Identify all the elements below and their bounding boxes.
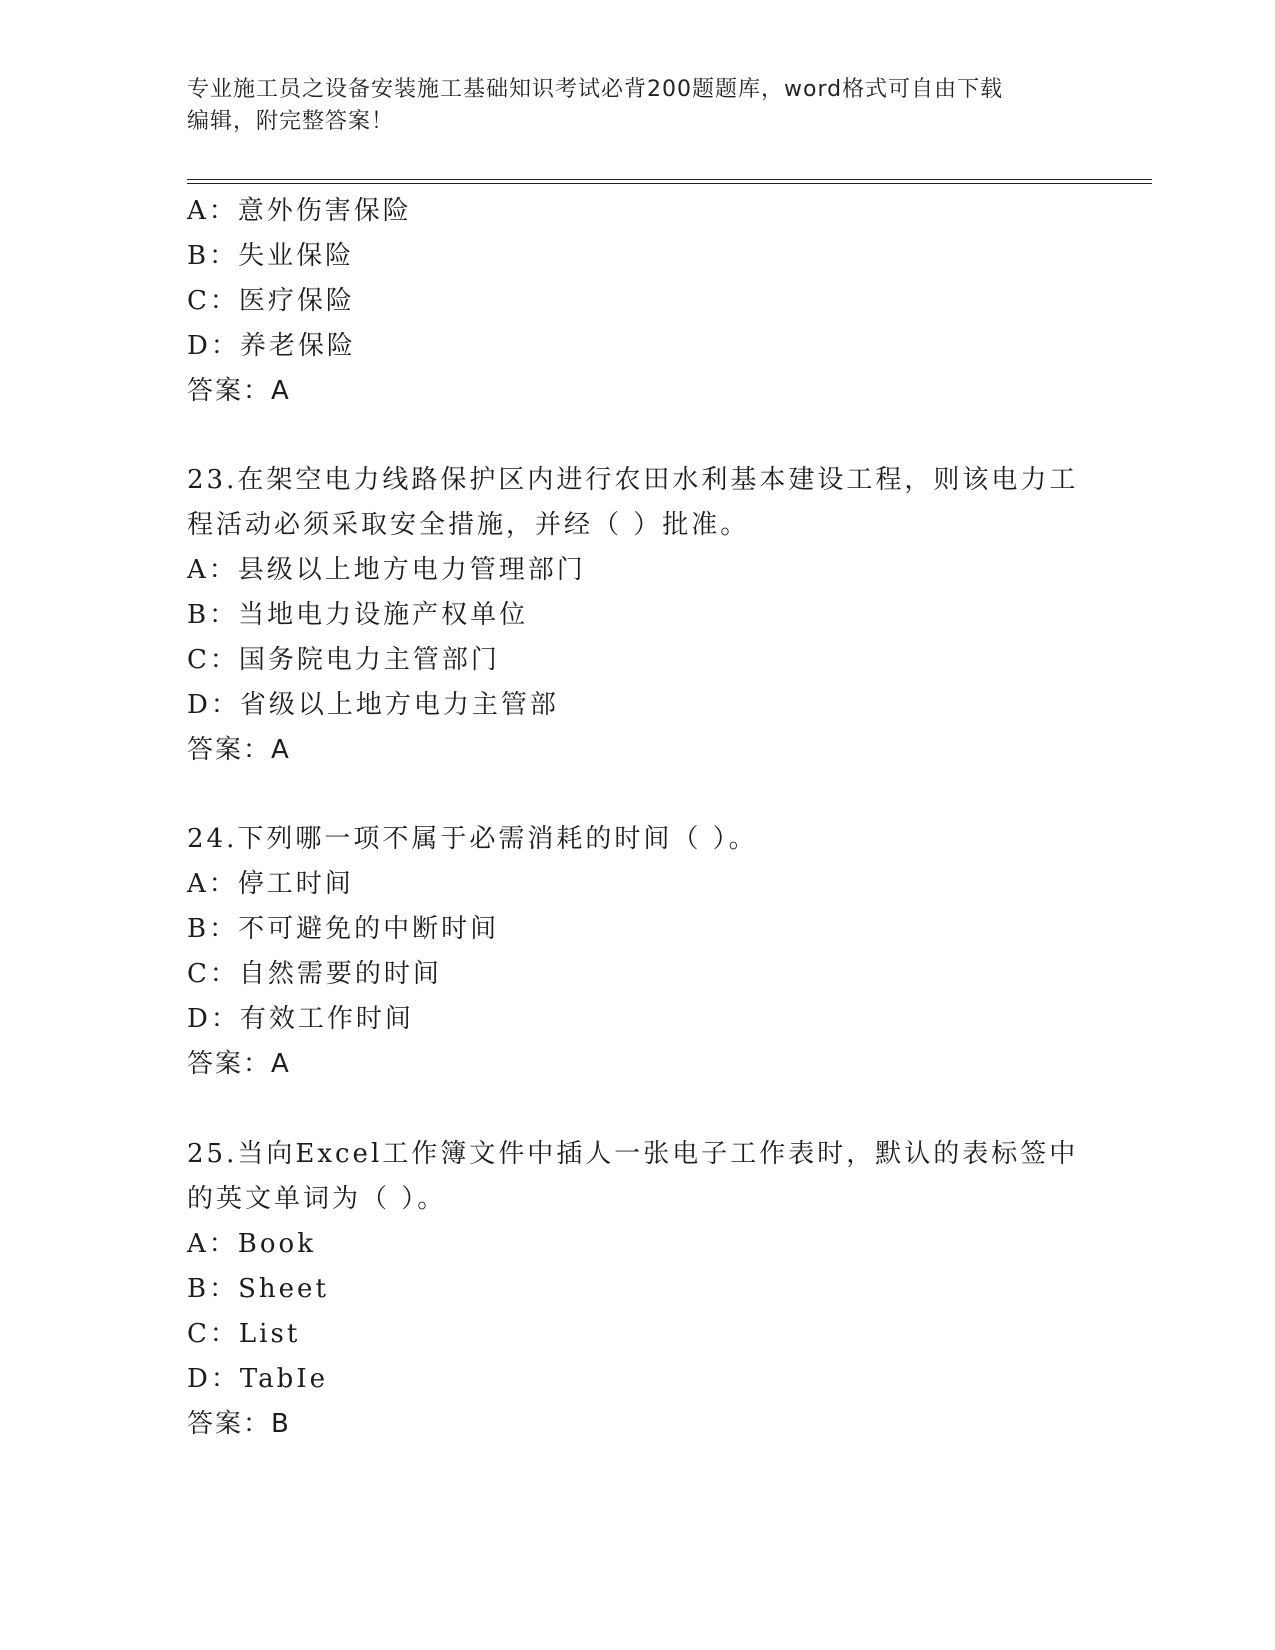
q24-stem-line-1: 24.下列哪一项不属于必需消耗的时间（ ）。 [187,824,758,854]
option-text: 当地电力设施产权单位 [238,600,529,630]
q25-answer: 答案：B [187,1409,291,1439]
option-letter: D： [187,331,240,361]
option-letter: A： [187,869,238,899]
q22-option-d [187,329,1137,363]
q24-option-c [187,957,1137,991]
q22-answer: 答案：A [187,376,291,406]
q23-option-b [187,598,1137,632]
option-letter: C： [187,959,239,989]
option-text: 不可避免的中断时间 [238,914,500,944]
header-divider-top [187,179,1152,180]
q25-option-b [187,1272,1137,1306]
q24-option-a [187,867,1137,901]
q22-option-c [187,284,1137,318]
option-text: Book [237,1229,316,1259]
q22-option-b [187,239,1137,273]
option-text: 省级以上地方电力主管部 [239,690,559,720]
option-letter: D： [187,690,240,720]
q24-answer: 答案：A [187,1049,291,1079]
option-text: Sheet [238,1274,329,1304]
option-text: List [238,1319,301,1349]
option-letter: D： [187,1004,240,1034]
option-text: 有效工作时间 [239,1004,414,1034]
q25-stem-line-2: 的英文单词为（ ）。 [187,1184,447,1214]
option-letter: A： [187,196,238,226]
q25-option-c [187,1317,1137,1351]
q23-option-c [187,643,1137,677]
option-letter: D： [187,1364,240,1394]
option-text: TabIe [239,1364,328,1394]
q25-option-d [187,1362,1137,1396]
option-text: 国务院电力主管部门 [238,645,500,675]
q23-stem-line-2: 程活动必须采取安全措施，并经（ ）批准。 [187,510,750,540]
q22-option-a [187,194,1137,228]
option-text: 医疗保险 [238,286,355,316]
option-text: 县级以上地方电力管理部门 [237,555,586,585]
option-text: 停工时间 [237,869,354,899]
option-letter: B： [187,241,239,271]
q23-stem-line-1: 23.在架空电力线路保护区内进行农田水利基本建设工程，则该电力工 [187,465,1079,495]
document-header [187,74,1087,138]
q23-option-d [187,688,1137,722]
option-letter: A： [187,1229,238,1259]
option-letter: B： [187,1274,239,1304]
option-letter: A： [187,555,238,585]
q23-answer: 答案：A [187,735,291,765]
option-letter: C： [187,286,239,316]
option-text: 意外伤害保险 [237,196,412,226]
q25-option-a [187,1227,1137,1261]
header-divider-bottom [187,183,1152,184]
option-letter: B： [187,914,239,944]
header-title-line-2: 编辑，附完整答案！ [187,109,395,134]
option-text: 失业保险 [238,241,355,271]
option-text: 自然需要的时间 [238,959,442,989]
option-letter: C： [187,645,239,675]
q25-stem-line-1: 25.当向Excel工作簿文件中插人一张电子工作表时，默认的表标签中 [187,1139,1079,1169]
q24-option-d [187,1002,1137,1036]
option-letter: B： [187,600,239,630]
q23-option-a [187,553,1137,587]
option-text: 养老保险 [239,331,356,361]
header-title-line-1: 专业施工员之设备安装施工基础知识考试必背200题题库，word格式可自由下载 [187,77,1004,102]
option-letter: C： [187,1319,239,1349]
q24-option-b [187,912,1137,946]
